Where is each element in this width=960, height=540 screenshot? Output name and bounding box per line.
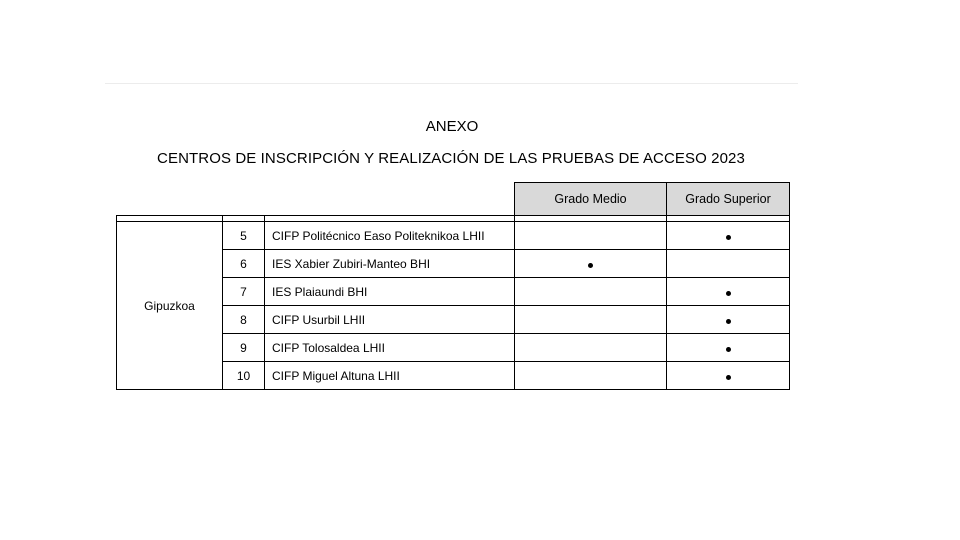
bullet-dot-icon	[726, 235, 731, 240]
bullet-dot-icon	[726, 347, 731, 352]
top-divider	[105, 83, 798, 84]
center-number: 9	[223, 334, 265, 362]
province-cell: Gipuzkoa	[117, 222, 223, 390]
center-name: IES Xabier Zubiri-Manteo BHI	[265, 250, 515, 278]
header-row	[117, 183, 790, 216]
center-number: 5	[223, 222, 265, 250]
centers-table	[116, 182, 790, 390]
annex-title: ANEXO	[425, 118, 479, 135]
table-row	[117, 222, 790, 250]
column-header-grado-medio: Grado Medio	[515, 183, 667, 216]
column-header-grado-superior: Grado Superior	[667, 183, 790, 216]
bullet-dot-icon	[726, 375, 731, 380]
center-name: CIFP Tolosaldea LHII	[265, 334, 515, 362]
grado-medio-cell	[515, 334, 667, 362]
center-name: CIFP Miguel Altuna LHII	[265, 362, 515, 390]
center-name: CIFP Politécnico Easo Politeknikoa LHII	[265, 222, 515, 250]
center-name: IES Plaiaundi BHI	[265, 278, 515, 306]
grado-medio-cell	[515, 278, 667, 306]
bullet-dot-icon	[726, 291, 731, 296]
bullet-dot-icon	[726, 319, 731, 324]
center-number: 8	[223, 306, 265, 334]
center-number: 6	[223, 250, 265, 278]
center-number: 7	[223, 278, 265, 306]
grado-medio-cell	[515, 362, 667, 390]
grado-medio-cell	[515, 306, 667, 334]
grado-superior-cell	[667, 362, 790, 390]
grado-superior-cell	[667, 250, 790, 278]
grado-medio-cell	[515, 250, 667, 278]
grado-superior-cell	[667, 306, 790, 334]
bullet-dot-icon	[588, 263, 593, 268]
grado-superior-cell	[667, 222, 790, 250]
center-name: CIFP Usurbil LHII	[265, 306, 515, 334]
document-title: CENTROS DE INSCRIPCIÓN Y REALIZACIÓN DE LAS PRUEBAS DE ACCESO 2023	[157, 150, 745, 167]
grado-medio-cell	[515, 222, 667, 250]
center-number: 10	[223, 362, 265, 390]
grado-superior-cell	[667, 334, 790, 362]
grado-superior-cell	[667, 278, 790, 306]
